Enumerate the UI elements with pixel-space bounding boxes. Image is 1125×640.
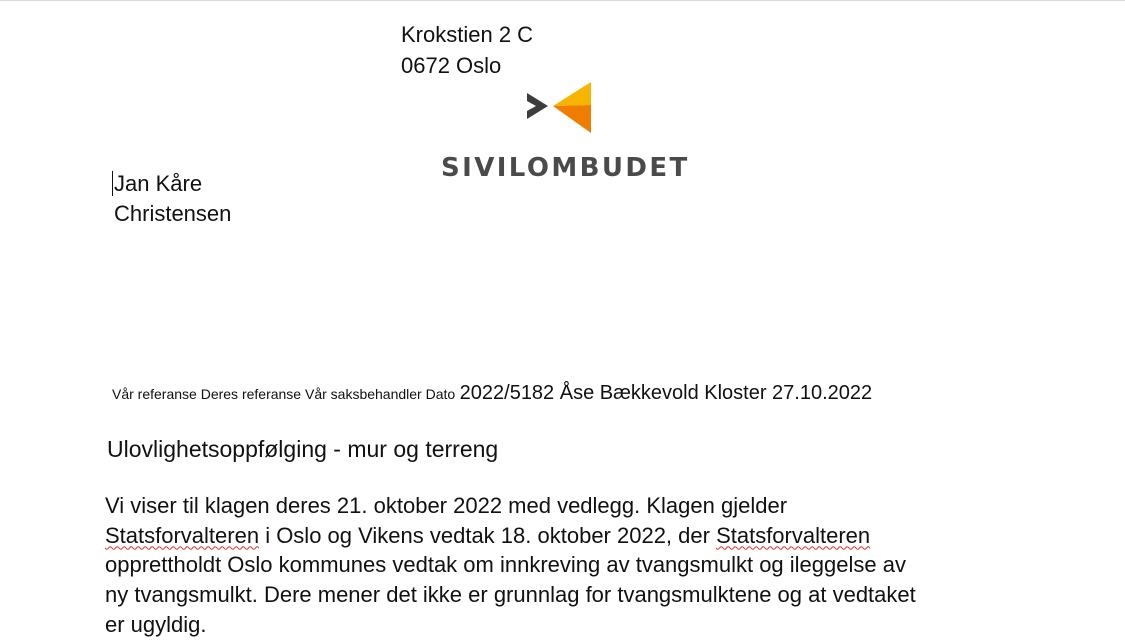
recipient-name-line2: Christensen bbox=[114, 201, 232, 226]
logo-symbol-icon bbox=[527, 80, 597, 136]
body-line: er ugyldig. bbox=[105, 611, 207, 637]
letter-body bbox=[105, 491, 1025, 640]
address-street: Krokstien 2 C bbox=[401, 22, 534, 47]
reference-line bbox=[112, 382, 872, 405]
text-cursor bbox=[112, 171, 113, 196]
reference-labels: Vår referanse Deres referanse Vår saksbehandler Dato bbox=[112, 386, 456, 402]
body-text-fragment: i Oslo og Vikens vedtak 18. oktober 2022, der bbox=[259, 522, 717, 548]
misspelled-word: Statsforvalteren bbox=[105, 522, 260, 548]
recipient-block bbox=[114, 169, 231, 229]
address-postcode-city: 0672 Oslo bbox=[401, 53, 502, 78]
body-line: opprettholdt Oslo kommunes vedtak om innkreving av tvangsmulkt og ileggelse av bbox=[105, 552, 906, 578]
sivilombudet-logo bbox=[440, 80, 690, 185]
page-top-edge bbox=[0, 0, 1125, 1]
misspelled-word: Statsforvalteren bbox=[716, 522, 871, 548]
letter-subject: Ulovlighetsoppfølging - mur og terreng bbox=[107, 436, 499, 462]
body-line: ny tvangsmulkt. Dere mener det ikke er grunnlag for tvangsmulktene og at vedtaket bbox=[105, 582, 916, 608]
sender-address bbox=[401, 19, 533, 81]
body-line: Vi viser til klagen deres 21. oktober 2022 med vedlegg. Klagen gjelder bbox=[105, 493, 788, 518]
body-line bbox=[105, 521, 1025, 551]
logo-wordmark: SIVILOMBUDET bbox=[441, 153, 690, 183]
recipient-name-line1: Jan Kåre bbox=[114, 171, 203, 196]
reference-values: 2022/5182 Åse Bækkevold Kloster 27.10.2022 bbox=[459, 382, 873, 404]
